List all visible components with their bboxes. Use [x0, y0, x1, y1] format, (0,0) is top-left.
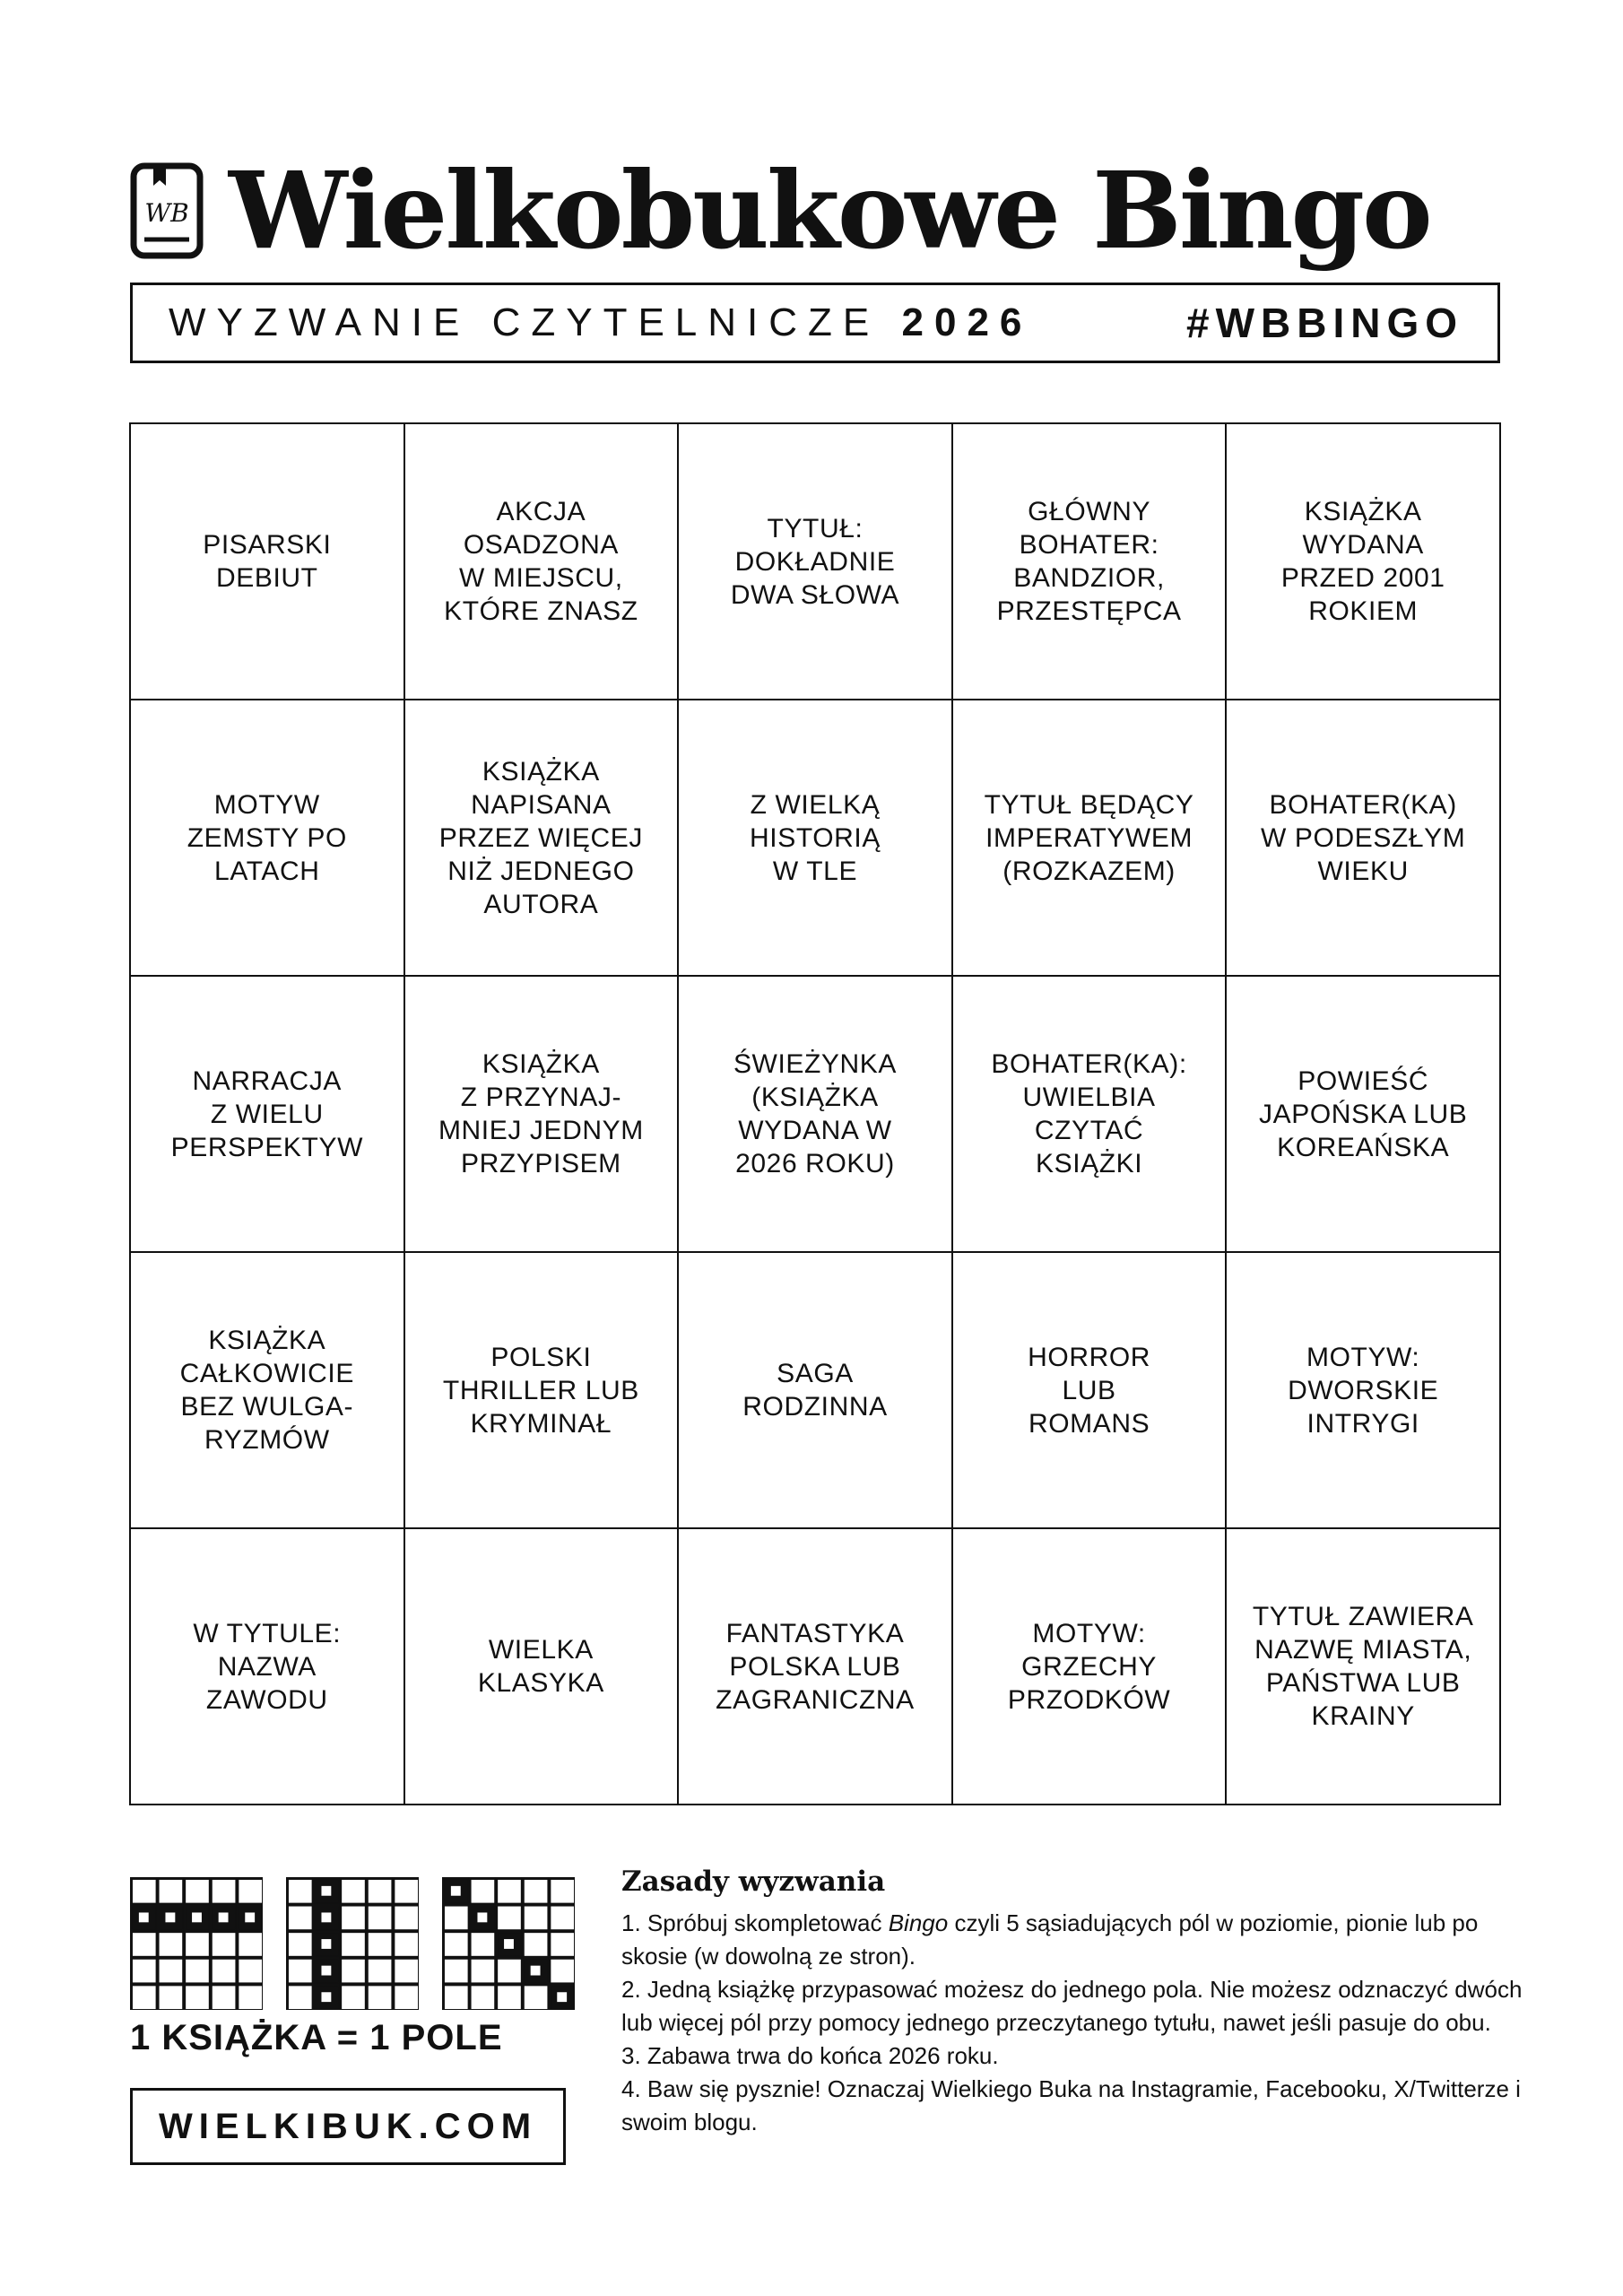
- empty-square: [497, 1878, 523, 1904]
- header: [130, 144, 1502, 278]
- empty-square: [287, 1878, 313, 1904]
- bingo-cell[interactable]: [953, 424, 1228, 700]
- empty-square: [211, 1932, 237, 1958]
- empty-square: [131, 1932, 157, 1958]
- bingo-cell-label: BOHATER(KA): UWIELBIA CZYTAĆ KSIĄŻKI: [991, 1049, 1187, 1178]
- bingo-cell-label: FANTASTYKA POLSKA LUB ZAGRANICZNA: [716, 1618, 915, 1715]
- empty-square: [238, 1958, 263, 1984]
- marked-square-dot: [321, 1992, 331, 2002]
- empty-square: [367, 1878, 393, 1904]
- empty-square: [238, 1878, 263, 1904]
- page-title: Wielkobukowe Bingo: [229, 148, 1430, 273]
- bingo-cell[interactable]: [679, 424, 953, 700]
- bingo-cell-label: MOTYW: GRZECHY PRZODKÓW: [1007, 1618, 1171, 1715]
- bingo-cell[interactable]: [1227, 424, 1501, 700]
- subtitle-year: 2026: [901, 300, 1033, 344]
- bingo-cell-label: KSIĄŻKA NAPISANA PRZEZ WIĘCEJ NIŻ JEDNEGO AUTORA: [438, 756, 643, 919]
- rule-1: 1. Spróbuj skompletować Bingo czyli 5 sąsiadujących pól w poziomie, pionie lub po skosie (w dowolną ze stron).: [621, 1909, 1479, 1970]
- bingo-cell[interactable]: [405, 977, 680, 1253]
- bingo-cell-label: Z WIELKĄ HISTORIĄ W TLE: [750, 789, 881, 886]
- bingo-cell-label: MOTYW: DWORSKIE INTRYGI: [1288, 1342, 1439, 1439]
- empty-square: [550, 1905, 575, 1931]
- empty-square: [341, 1878, 367, 1904]
- rules-list: [621, 1907, 1527, 2139]
- book-logo-icon: [130, 162, 204, 259]
- bingo-cell[interactable]: [1227, 700, 1501, 977]
- marked-square-dot: [245, 1912, 255, 1922]
- bingo-cell[interactable]: [953, 1529, 1228, 1805]
- empty-square: [394, 1958, 419, 1984]
- marked-square-dot: [531, 1966, 541, 1976]
- subtitle: [169, 300, 1032, 345]
- empty-square: [497, 1905, 523, 1931]
- empty-square: [470, 1878, 496, 1904]
- bingo-cell-label: PISARSKI DEBIUT: [203, 530, 332, 593]
- horizontal-bingo-example: [130, 1877, 263, 2010]
- empty-square: [158, 1958, 184, 1984]
- bingo-cell-label: SAGA RODZINNA: [742, 1359, 888, 1422]
- bingo-cell-label: POWIEŚĆ JAPOŃSKA LUB KOREAŃSKA: [1259, 1065, 1468, 1162]
- bingo-cell[interactable]: [131, 1529, 405, 1805]
- bingo-cell[interactable]: [405, 424, 680, 700]
- marked-square-dot: [165, 1912, 175, 1922]
- bingo-cell[interactable]: [1227, 1253, 1501, 1529]
- marked-square-dot: [557, 1992, 567, 2002]
- bingo-cell-label: TYTUŁ BĘDĄCY IMPERATYWEM (ROZKAZEM): [984, 789, 1194, 886]
- bingo-cell-label: TYTUŁ ZAWIERA NAZWĘ MIASTA, PAŃSTWA LUB KRAINY: [1252, 1602, 1474, 1731]
- empty-square: [443, 1932, 469, 1958]
- bingo-cell-label: KSIĄŻKA CAŁKOWICIE BEZ WULGA- RYZMÓW: [179, 1326, 354, 1455]
- bingo-cell-label: HORROR LUB ROMANS: [1028, 1342, 1151, 1439]
- bingo-cell[interactable]: [1227, 977, 1501, 1253]
- website-link[interactable]: WIELKIBUK.COM: [130, 2088, 566, 2165]
- empty-square: [131, 1878, 157, 1904]
- empty-square: [367, 1905, 393, 1931]
- empty-square: [497, 1958, 523, 1984]
- bingo-cell[interactable]: [953, 977, 1228, 1253]
- marked-square-dot: [321, 1966, 331, 1976]
- empty-square: [443, 1985, 469, 2010]
- bingo-cell[interactable]: [131, 1253, 405, 1529]
- empty-square: [394, 1905, 419, 1931]
- marked-square-dot: [504, 1939, 514, 1949]
- empty-square: [341, 1985, 367, 2010]
- empty-square: [158, 1932, 184, 1958]
- empty-square: [287, 1958, 313, 1984]
- empty-square: [470, 1958, 496, 1984]
- bingo-cell-label: WIELKA KLASYKA: [477, 1635, 604, 1698]
- logo-text: WB: [144, 198, 189, 228]
- empty-square: [394, 1878, 419, 1904]
- empty-square: [497, 1985, 523, 2010]
- empty-square: [367, 1932, 393, 1958]
- empty-square: [367, 1958, 393, 1984]
- bingo-cell-label: MOTYW ZEMSTY PO LATACH: [187, 789, 347, 886]
- book-equals-field: 1 KSIĄŻKA = 1 POLE: [130, 2018, 503, 2057]
- bingo-cell-label: BOHATER(KA) W PODESZŁYM WIEKU: [1261, 789, 1466, 886]
- empty-square: [131, 1985, 157, 2010]
- marked-square-dot: [321, 1939, 331, 1949]
- bingo-cell[interactable]: [131, 977, 405, 1253]
- rule-2: 2. Jedną książkę przypasować możesz do jednego pola. Nie możesz odznaczyć dwóch lub więcej pól przy pomocy jednego przeczytanego tytułu, nawet jeśli pasuje do obu.: [621, 1976, 1523, 2036]
- empty-square: [131, 1958, 157, 1984]
- rule-3: 3. Zabawa trwa do końca 2026 roku.: [621, 2042, 999, 2069]
- marked-square-dot: [321, 1886, 331, 1896]
- bingo-cell[interactable]: [405, 700, 680, 977]
- empty-square: [523, 1985, 549, 2010]
- bingo-grid: [129, 422, 1501, 1805]
- empty-square: [238, 1932, 263, 1958]
- bingo-cell[interactable]: [1227, 1529, 1501, 1805]
- bingo-cell[interactable]: [953, 700, 1228, 977]
- empty-square: [211, 1985, 237, 2010]
- empty-square: [185, 1932, 211, 1958]
- empty-square: [185, 1878, 211, 1904]
- bingo-cell-label: TYTUŁ: DOKŁADNIE DWA SŁOWA: [730, 513, 900, 610]
- subtitle-text: WYZWANIE CZYTELNICZE: [169, 300, 881, 344]
- bingo-cell[interactable]: [953, 1253, 1228, 1529]
- marked-square-dot: [192, 1912, 202, 1922]
- empty-square: [550, 1958, 575, 1984]
- bingo-cell-label: W TYTULE: NAZWA ZAWODU: [193, 1618, 342, 1715]
- empty-square: [287, 1905, 313, 1931]
- marked-square-dot: [451, 1886, 461, 1896]
- empty-square: [287, 1932, 313, 1958]
- bingo-cell[interactable]: [679, 977, 953, 1253]
- empty-square: [443, 1958, 469, 1984]
- bingo-cell[interactable]: [679, 700, 953, 977]
- bingo-cell-label: KSIĄŻKA WYDANA PRZED 2001 ROKIEM: [1280, 497, 1445, 626]
- diagonal-bingo-example: [442, 1877, 575, 2010]
- marked-square-dot: [477, 1912, 487, 1922]
- empty-square: [341, 1905, 367, 1931]
- empty-square: [523, 1878, 549, 1904]
- empty-square: [341, 1958, 367, 1984]
- empty-square: [470, 1985, 496, 2010]
- empty-square: [550, 1878, 575, 1904]
- empty-square: [523, 1905, 549, 1931]
- bingo-cell-label: ŚWIEŻYNKA (KSIĄŻKA WYDANA W 2026 ROKU): [733, 1049, 898, 1178]
- bingo-cell-label: POLSKI THRILLER LUB KRYMINAŁ: [442, 1342, 639, 1439]
- subtitle-banner: [130, 283, 1500, 363]
- empty-square: [158, 1878, 184, 1904]
- empty-square: [211, 1878, 237, 1904]
- bingo-cell[interactable]: [131, 700, 405, 977]
- empty-square: [238, 1985, 263, 2010]
- rule-4: 4. Baw się pysznie! Oznaczaj Wielkiego Buka na Instagramie, Facebooku, X/Twitterze i swoim blogu.: [621, 2075, 1521, 2135]
- empty-square: [470, 1932, 496, 1958]
- empty-square: [185, 1985, 211, 2010]
- bingo-cell[interactable]: [131, 424, 405, 700]
- bingo-cell[interactable]: [405, 1253, 680, 1529]
- vertical-bingo-example: [286, 1877, 419, 2010]
- empty-square: [211, 1958, 237, 1984]
- bingo-examples: [130, 1877, 575, 2010]
- hashtag: #WBBINGO: [1186, 300, 1463, 346]
- marked-square-dot: [321, 1912, 331, 1922]
- bingo-cell-label: KSIĄŻKA Z PRZYNAJ- MNIEJ JEDNYM PRZYPISEM: [438, 1049, 644, 1178]
- bingo-cell-label: AKCJA OSADZONA W MIEJSCU, KTÓRE ZNASZ: [444, 497, 638, 626]
- empty-square: [394, 1985, 419, 2010]
- empty-square: [443, 1905, 469, 1931]
- empty-square: [158, 1985, 184, 2010]
- empty-square: [185, 1958, 211, 1984]
- marked-square-dot: [219, 1912, 229, 1922]
- empty-square: [287, 1985, 313, 2010]
- rules-title: Zasady wyzwania: [621, 1866, 886, 1898]
- empty-square: [550, 1932, 575, 1958]
- bingo-cell[interactable]: [679, 1253, 953, 1529]
- empty-square: [523, 1932, 549, 1958]
- marked-square-dot: [139, 1912, 149, 1922]
- bingo-cell-label: NARRACJA Z WIELU PERSPEKTYW: [170, 1065, 363, 1162]
- rules-section: [621, 1866, 1527, 2139]
- empty-square: [367, 1985, 393, 2010]
- empty-square: [394, 1932, 419, 1958]
- empty-square: [341, 1932, 367, 1958]
- bingo-cell[interactable]: [679, 1529, 953, 1805]
- bingo-cell[interactable]: [405, 1529, 680, 1805]
- bingo-cell-label: GŁÓWNY BOHATER: BANDZIOR, PRZESTĘPCA: [996, 497, 1182, 626]
